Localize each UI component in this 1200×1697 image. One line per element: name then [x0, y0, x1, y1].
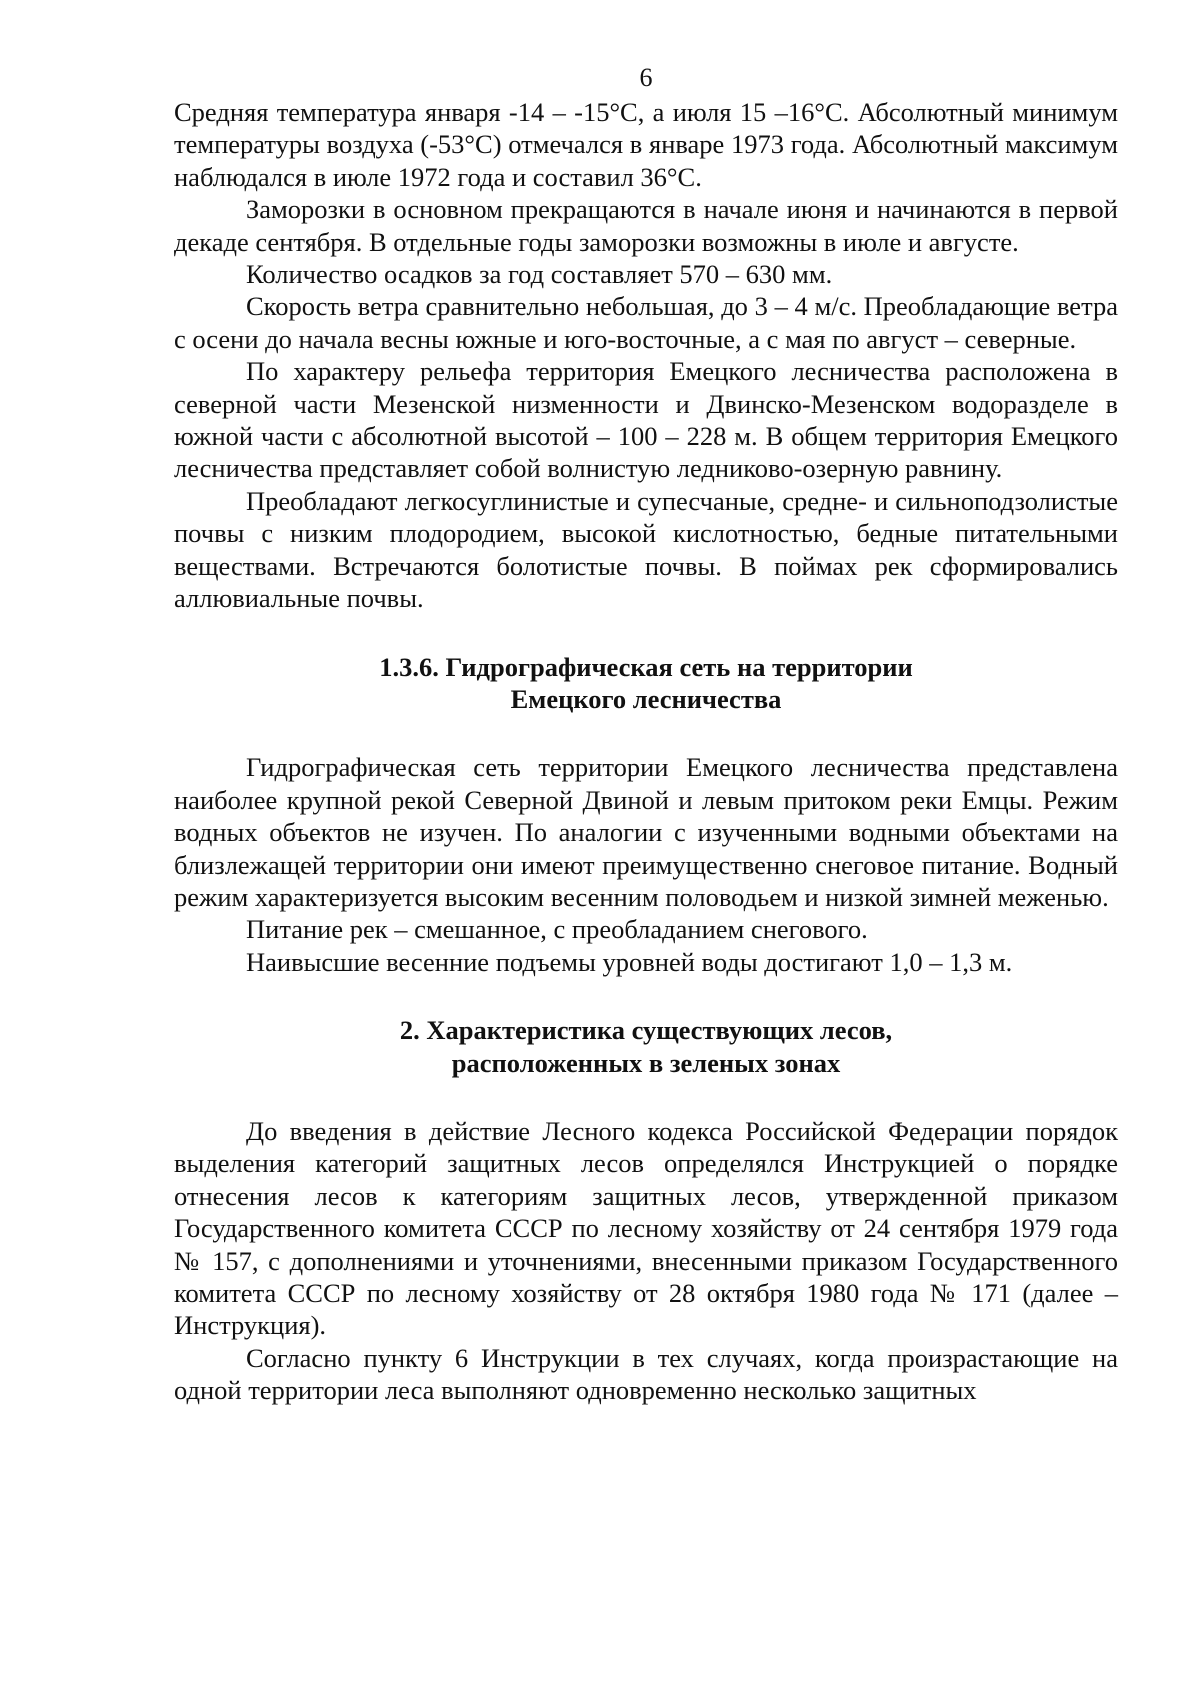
section-heading-hydrography	[174, 651, 1118, 716]
section-heading-forests	[174, 1014, 1118, 1079]
paragraph-wind: Скорость ветра сравнительно небольшая, до 3 – 4 м/с. Преобладающие ветра с осени до начала весны южные и юго-восточные, а с мая по август – северные.	[174, 291, 1118, 354]
heading-line: Емецкого лесничества	[510, 683, 782, 714]
paragraph-point-6: Согласно пункту 6 Инструкции в тех случаях, когда произрастающие на одной территории леса выполняют одновременно несколько защитных	[174, 1342, 1118, 1406]
paragraph-temperature: Средняя температура января -14 – -15°С, а июля 15 –16°С. Абсолютный минимум температуры воздуха (-53°С) отмечался в январе 1973 года. Абсолютный максимум наблюдался в июле 1972 года и составил 36°С.	[174, 97, 1118, 192]
forests-section	[174, 1115, 1118, 1407]
paragraph-soils: Преобладают легкосуглинистые и супесчаные, средне- и сильноподзолистые почвы с низким плодородием, высокой кислотностью, бедные питательными веществами. Встречаются болотистые почвы. В поймах рек сформировались аллювиальные почвы.	[174, 485, 1118, 614]
paragraph-hydro-network: Гидрографическая сеть территории Емецкого лесничества представлена наиболее крупной рекой Северной Двиной и левым притоком реки Емцы. Режим водных объектов не изучен. По аналогии с изученными водными объектами на близлежащей территории они имеют преимущественно снеговое питание. Водный режим характеризуется высоким весенним половодьем и низкой зимней меженью.	[174, 752, 1118, 912]
page-number: 6	[639, 63, 653, 92]
heading-line: расположенных в зеленых зонах	[451, 1047, 841, 1078]
heading-line: 1.3.6. Гидрографическая сеть на территории	[379, 651, 913, 682]
document-page	[174, 62, 1118, 1407]
hydrography-section	[174, 751, 1118, 978]
paragraph-water-levels: Наивысшие весенние подъемы уровней воды достигают 1,0 – 1,3 м.	[246, 946, 1013, 977]
paragraph-precipitation: Количество осадков за год составляет 570 – 630 мм.	[246, 259, 833, 290]
paragraph-river-feeding: Питание рек – смешанное, с преобладанием снегового.	[246, 914, 868, 945]
heading-line: 2. Характеристика существующих лесов,	[399, 1015, 893, 1046]
paragraph-frosts: Заморозки в основном прекращаются в начале июня и начинаются в первой декаде сентября. В отдельные годы заморозки возможны в июле и августе.	[174, 194, 1118, 257]
paragraph-relief: По характеру рельефа территория Емецкого лесничества расположена в северной части Мезенской низменности и Двинско-Мезенском водоразделе в южной части с абсолютной высотой – 100 – 228 м. В общем территория Емецкого лесничества представляет собой волнистую ледниково-озерную равнину.	[174, 356, 1118, 484]
climate-section	[174, 96, 1118, 615]
paragraph-instruction: До введения в действие Лесного кодекса Российской Федерации порядок выделения категорий защитных лесов определялся Инструкцией о порядке отнесения лесов к категориям защитных лесов, утвержденной приказом Государственного комитета СССР по лесному хозяйству от 24 сентября 1979 года № 157, с дополнениями и уточнениями, внесенными приказом Государственного комитета СССР по лесному хозяйству от 28 октября 1980 года № 171 (далее – Инструкция).	[174, 1115, 1118, 1341]
